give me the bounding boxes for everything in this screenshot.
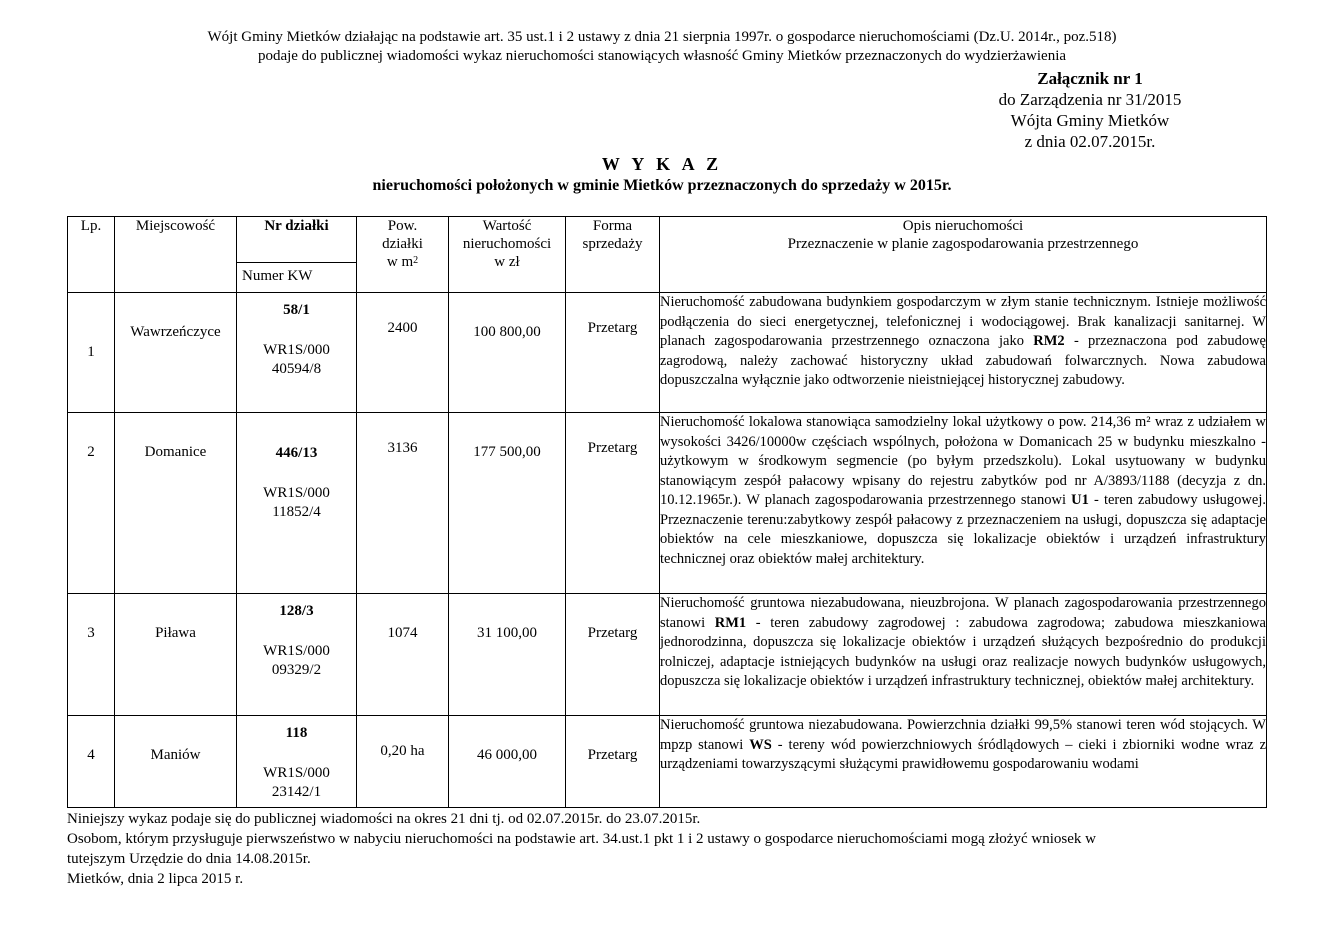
cell-forma [566, 293, 660, 413]
opis-text-cont: - tereny wód powierzchniowych śródlądowych – cieki i zbiorniki wodne wraz z urządzeniami towarzyszącymi służącymi prawidłowemu gospodarowaniu wodami [660, 736, 1267, 772]
footer-line-3: tutejszym Urzędzie do dnia 14.08.2015r. [67, 851, 311, 867]
footer-line-1: Niniejszy wykaz podaje się do publicznej wiadomości na okres 21 dni tj. od 02.07.2015r. do 23.07.2015r. [67, 811, 701, 827]
footer-line-2: Osobom, którym przysługuje pierwszeństwo w nabyciu nieruchomości na podstawie art. 34.ust.1 pkt 1 i 2 ustawy o gospodarce nieruchomościami mogą złożyć wniosek w [67, 831, 1096, 847]
wartosc-text: 100 800,00 [473, 324, 541, 340]
header-opis-line-2: Przeznaczenie w planie zagospodarowania przestrzennego [787, 236, 1139, 252]
opis-text-cont: - teren zabudowy zagrodowej : zabudowa zagrodowa; zabudowa mieszkaniowa jednorodzinna, dopuszcza się lokalizacje obiektów i urządzeń służących bezpośrednio do produkcji rolniczej, adaptacje istniejących budynków na usługi oraz realizacje nowych budynków usługowych, dopuszcza się lokalizacje obiektów i urządzeń infrastruktury technicznej, obiektów małej architektury. [660, 614, 1266, 689]
opis-symbol: RM1 [714, 614, 747, 631]
header-miejscowosc: Miejscowość [115, 217, 237, 293]
attachment-line-1: do Zarządzenia nr 31/2015 [998, 90, 1182, 109]
cell-miejscowosc [115, 716, 237, 808]
cell-forma [566, 594, 660, 716]
nr-dzialki: 446/13 [275, 445, 318, 461]
cell-powierzchnia [357, 716, 449, 808]
attachment-title: Załącznik nr 1 [1037, 69, 1143, 88]
footer-line-4: Mietków, dnia 2 lipca 2015 r. [67, 871, 244, 887]
cell-miejscowosc [115, 594, 237, 716]
cell-nr-dzialki [237, 413, 357, 594]
header-wartosc [449, 217, 566, 293]
cell-forma [566, 716, 660, 808]
nr-dzialki: 128/3 [279, 603, 314, 619]
miejscowosc-text: Maniów [150, 747, 201, 763]
cell-powierzchnia [357, 413, 449, 594]
document-subtitle: nieruchomości położonych w gminie Mietków przeznaczonych do sprzedaży w 2015r. [372, 177, 952, 194]
intro-line-2: podaje do publicznej wiadomości wykaz nieruchomości stanowiących własność Gminy Mietków przeznaczonych do wydzierżawienia [257, 48, 1067, 64]
opis-text: Nieruchomość lokalowa stanowiąca samodzielny lokal użytkowy o pow. 214,36 m² wraz z udziałem w wysokości 3426/10000w częściach wspólnych, położona w Domanicach 25 w budynku mieszkalno -użytkowym w środkowym segmencie (po byłym przedszkolu). Lokal usytuowany w budynku stanowiącym zespół pałacowy wpisany do rejestru zabytków pod nr A/3893/1188 (decyzja z dn. 10.12.1965r.). W planach zagospodarowania przestrzennego stanowi [660, 414, 1266, 508]
cell-wartosc [449, 594, 566, 716]
miejscowosc-text: Wawrzeńczyce [130, 324, 221, 340]
wartosc-text: 31 100,00 [477, 625, 537, 641]
nr-dzialki: 58/1 [283, 302, 310, 318]
powierzchnia-text: 1074 [387, 625, 418, 641]
cell-wartosc [449, 413, 566, 594]
kw-line-1: WR1S/000 [263, 765, 330, 781]
miejscowosc-text: Piława [155, 625, 196, 641]
cell-nr-dzialki [237, 594, 357, 716]
opis-text-cont: - przeznaczona pod zabudowę zagrodową, należy zachować historyczny układ zabudowań folwarcznych. Nowa zabudowa dopuszczalna wyłącznie jako odtworzenie nieistniejącej historycznej zabudowy. [660, 333, 1266, 388]
kw-line-1: WR1S/000 [263, 485, 330, 501]
kw-line-2: 09329/2 [271, 662, 322, 678]
cell-wartosc [449, 716, 566, 808]
cell-powierzchnia [357, 293, 449, 413]
opis-text-cont: - teren zabudowy usługowej. Przeznaczenie terenu:zabytkowy zespół pałacowy z przeznaczeniem na usługi, dopuszcza się adaptacje obiektów na cele mieszkaniowe, dopuszcza się lokalizacje obiektów i urządzeń infrastruktury technicznej oraz obiektów małej architektury. [660, 492, 1266, 567]
header-lp: Lp. [68, 217, 115, 293]
forma-text: Przetarg [587, 440, 638, 456]
table-row [68, 293, 1267, 413]
cell-powierzchnia [357, 594, 449, 716]
wartosc-text: 177 500,00 [473, 444, 541, 460]
header-forma [566, 217, 660, 293]
header-pow-sup: 2 [413, 255, 419, 266]
forma-text: Przetarg [587, 747, 638, 763]
header-powierzchnia [357, 217, 449, 293]
header-pow-line-2: działki [382, 236, 423, 252]
opis-text: Nieruchomość gruntowa niezabudowana. Powierzchnia działki 99,5% stanowi teren wód stojących. W mpzp stanowi [660, 717, 1266, 753]
kw-line-1: WR1S/000 [263, 643, 330, 659]
kw-line-2: 11852/4 [272, 504, 321, 520]
header-forma-line-2: sprzedaży [582, 236, 643, 252]
cell-wartosc [449, 293, 566, 413]
header-wartosc-line-3: w zł [494, 254, 520, 270]
header-pow-unit: w m [386, 254, 414, 270]
attachment-line-2: Wójta Gminy Mietków [1010, 111, 1170, 130]
table-row [68, 413, 1267, 594]
cell-lp [68, 716, 115, 808]
powierzchnia-text: 2400 [387, 320, 418, 336]
header-wartosc-line-1: Wartość [482, 218, 532, 234]
cell-lp [68, 594, 115, 716]
forma-text: Przetarg [587, 625, 638, 641]
header-opis-line-1: Opis nieruchomości [902, 218, 1024, 234]
kw-line-2: 23142/1 [271, 784, 322, 800]
forma-text: Przetarg [587, 320, 638, 336]
footer-notes [67, 809, 1266, 889]
wartosc-text: 46 000,00 [477, 747, 537, 763]
cell-opis [660, 594, 1267, 716]
document-heading [0, 153, 1324, 197]
lp-text: 3 [87, 625, 95, 641]
header-opis [660, 217, 1267, 293]
attachment-line-3: z dnia 02.07.2015r. [1024, 132, 1156, 151]
property-table [67, 216, 1267, 808]
cell-opis [660, 413, 1267, 594]
kw-line-1: WR1S/000 [263, 342, 330, 358]
header-pow-line-3 [357, 253, 448, 271]
cell-opis [660, 716, 1267, 808]
kw-line-2: 40594/8 [271, 361, 322, 377]
table-row [68, 594, 1267, 716]
header-forma-line-1: Forma [592, 218, 633, 234]
intro-text [0, 28, 1324, 66]
lp-text: 4 [87, 747, 95, 763]
header-pow-line-1: Pow. [387, 218, 418, 234]
header-nr-dzialki: Nr działki [237, 217, 357, 263]
cell-miejscowosc [115, 293, 237, 413]
opis-symbol: WS [749, 736, 772, 753]
document-title: W Y K A Z [601, 154, 723, 174]
lp-text: 2 [87, 444, 95, 460]
header-wartosc-line-2: nieruchomości [462, 236, 552, 252]
cell-forma [566, 413, 660, 594]
opis-text: Nieruchomość gruntowa niezabudowana, nieuzbrojona. W planach zagospodarowania przestrzennego stanowi [660, 595, 1266, 631]
cell-lp: 1 [68, 293, 115, 413]
cell-miejscowosc [115, 413, 237, 594]
cell-opis [660, 293, 1267, 413]
powierzchnia-text: 3136 [387, 440, 418, 456]
powierzchnia-text: 0,20 ha [380, 743, 425, 759]
opis-symbol: U1 [1071, 492, 1089, 508]
attachment-block [940, 68, 1240, 152]
miejscowosc-text: Domanice [144, 444, 207, 460]
table-row [68, 716, 1267, 808]
opis-symbol: RM2 [1033, 333, 1065, 349]
intro-line-1: Wójt Gminy Mietków działając na podstawie art. 35 ust.1 i 2 ustawy z dnia 21 sierpnia 1997r. o gospodarce nieruchomościami (Dz.U. 2014r., poz.518) [207, 29, 1117, 45]
cell-lp [68, 413, 115, 594]
opis-text: Nieruchomość zabudowana budynkiem gospodarczym w złym stanie technicznym. Istnieje możliwość podłączenia do sieci energetycznej, telefonicznej i wodociągowej. Brak kanalizacji sanitarnej. W planach zagospodarowania przestrzennego oznaczona jako [660, 294, 1266, 349]
cell-nr-dzialki [237, 716, 357, 808]
cell-nr-dzialki [237, 293, 357, 413]
header-numer-kw: Numer KW [237, 263, 357, 293]
nr-dzialki: 118 [285, 725, 308, 741]
